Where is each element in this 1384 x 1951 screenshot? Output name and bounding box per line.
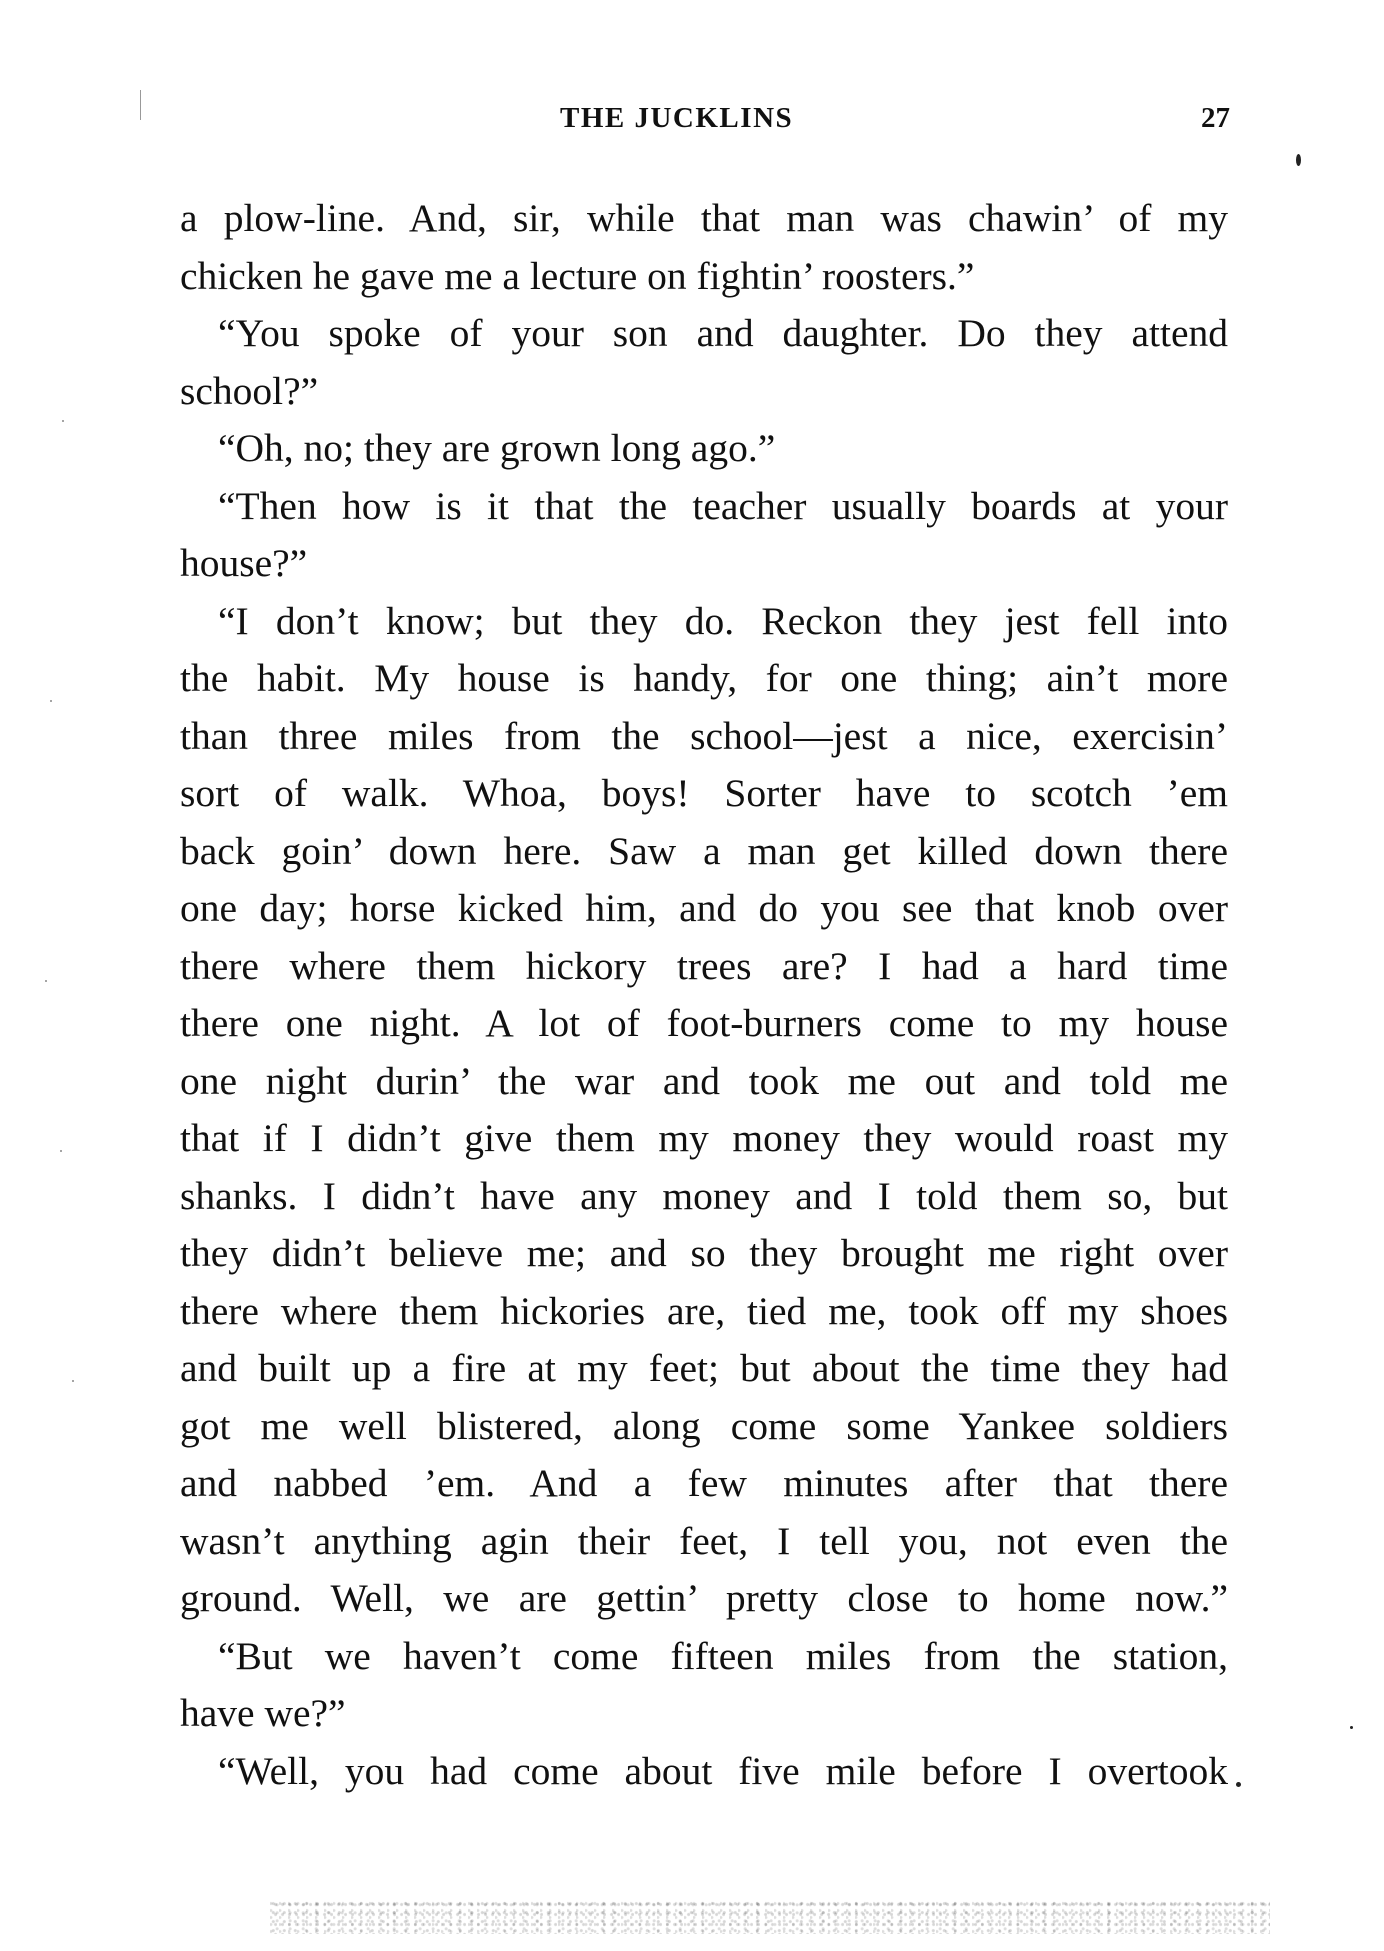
text-line-23: and nabbed ’em. And a few minutes after that there — [180, 1461, 1228, 1505]
text-line-25: ground. Well, we are gettin’ pretty close to home now.” — [180, 1576, 1228, 1620]
body-text — [180, 190, 1228, 1800]
running-head — [180, 102, 1230, 142]
text-line-10: than three miles from the school—jest a nice, exercisin’ — [180, 713, 1228, 758]
margin-speck — [62, 420, 64, 422]
ink-speck — [1236, 1782, 1241, 1787]
ink-speck — [1350, 1726, 1353, 1729]
ink-speck — [1296, 154, 1301, 166]
text-line-22: got me well blistered, along come some Yankee soldiers — [180, 1403, 1228, 1448]
text-line-6: “Then how is it that the teacher usually boards at your — [218, 483, 1228, 528]
text-line-8: “I don’t know; but they do. Reckon they jest fell into — [218, 598, 1228, 643]
text-line-20: there where them hickories are, tied me, took off my shoes — [180, 1288, 1228, 1333]
text-line-7: house?” — [180, 541, 308, 585]
text-line-19: they didn’t believe me; and so they brought me right over — [180, 1231, 1228, 1275]
page-number: 27 — [1201, 102, 1230, 134]
text-line-14: there where them hickory trees are? I had a hard time — [180, 943, 1228, 988]
scan-noise — [270, 1900, 1270, 1934]
running-title: THE JUCKLINS — [560, 102, 794, 134]
margin-speck — [140, 90, 141, 120]
text-line-27: have we?” — [180, 1691, 346, 1735]
text-line-15: there one night. A lot of foot-burners come to my house — [180, 1001, 1228, 1045]
text-line-12: back goin’ down here. Saw a man get killed down there — [180, 828, 1228, 873]
text-line-28: “Well, you had come about five mile before I overtook — [218, 1748, 1228, 1793]
text-line-18: shanks. I didn’t have any money and I told them so, but — [180, 1173, 1228, 1218]
text-line-1: a plow-line. And, sir, while that man was chawin’ of my — [180, 196, 1228, 240]
text-line-2: chicken he gave me a lecture on fightin’ roosters.” — [180, 253, 975, 298]
text-line-9: the habit. My house is handy, for one thing; ain’t more — [180, 656, 1228, 700]
text-line-11: sort of walk. Whoa, boys! Sorter have to scotch ’em — [180, 771, 1228, 815]
text-line-5: “Oh, no; they are grown long ago.” — [218, 426, 776, 470]
margin-speck — [50, 700, 52, 702]
text-line-17: that if I didn’t give them my money they would roast my — [180, 1116, 1228, 1160]
text-line-4: school?” — [180, 368, 319, 413]
text-line-13: one day; horse kicked him, and do you see that knob over — [180, 886, 1228, 930]
text-line-3: “You spoke of your son and daughter. Do they attend — [218, 311, 1228, 355]
text-line-16: one night durin’ the war and took me out and told me — [180, 1058, 1228, 1103]
margin-speck — [60, 1150, 62, 1152]
text-line-24: wasn’t anything agin their feet, I tell you, not even the — [180, 1518, 1228, 1563]
text-line-26: “But we haven’t come fifteen miles from the station, — [218, 1633, 1228, 1678]
text-line-21: and built up a fire at my feet; but about the time they had — [180, 1346, 1228, 1390]
margin-speck — [72, 1380, 74, 1382]
margin-speck — [45, 980, 47, 982]
